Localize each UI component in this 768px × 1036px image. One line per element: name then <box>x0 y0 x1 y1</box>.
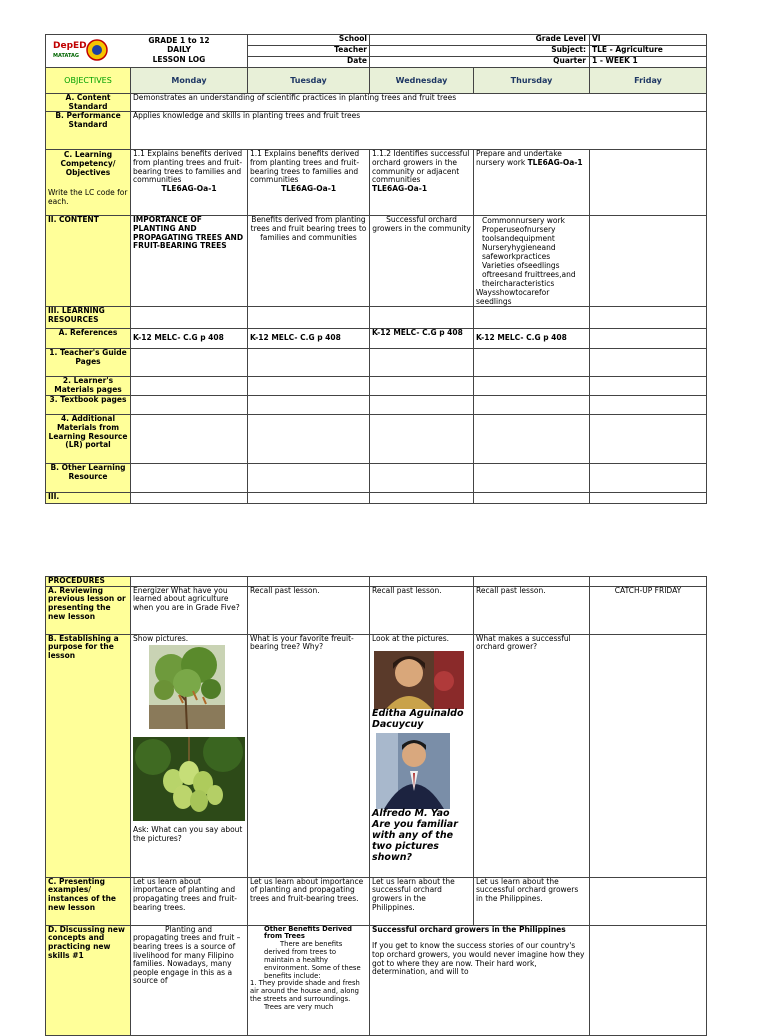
presenting-friday <box>590 877 707 925</box>
header-logo-block <box>46 35 248 68</box>
presenting-wednesday: Let us learn about the successful orchard growers in the Philippines. <box>370 877 474 925</box>
mango-photo <box>133 737 245 821</box>
discussing-wed-thu <box>370 925 590 1035</box>
thursday-header: Thursday <box>474 68 590 94</box>
nursery-item: toolsandequipment <box>482 234 555 244</box>
nursery-item: Commonnursery work <box>482 216 565 226</box>
nursery-item: oftreesand fruittrees,and <box>482 270 576 280</box>
competency-note: Write the LC code for each. <box>48 188 128 206</box>
nursery-item: safeworkpractices <box>482 252 551 262</box>
grade-level-label: Grade Level <box>370 35 590 46</box>
discussing-monday: Planting and propagating trees and fruit –bearing trees is a source of livelihood for many Filipino families. Nowadays, many people engage in this as a source of <box>131 925 248 1035</box>
yao-name-question: Alfredo M. Yao Are you familiar with any of the two pictures shown? <box>372 808 458 863</box>
nursery-item: Waysshowtocarefor seedlings <box>476 288 550 307</box>
header-line1: GRADE 1 to 12 <box>148 36 210 45</box>
content-wednesday: Successful orchard growers in the community <box>370 216 474 307</box>
teachers-guide-label: 1. Teacher's Guide Pages <box>46 349 131 377</box>
nursery-item: Varieties ofseedlings <box>482 261 560 271</box>
tree-photo <box>149 645 225 729</box>
discussing-friday <box>590 925 707 1035</box>
content-monday: IMPORTANCE OF PLANTING AND PROPAGATING TREES AND FRUIT-BEARING TREES <box>131 216 248 307</box>
competency-monday-text: 1.1 Explains benefits derived from planting trees and fruit-bearing trees to families and communities <box>133 149 243 185</box>
performance-standard-label: B. Performance Standard <box>46 112 131 150</box>
benefits-item-2: Trees are very much <box>264 1002 334 1011</box>
presenting-label: C. Presenting examples/ instances of the new lesson <box>46 877 131 925</box>
presenting-monday: Let us learn about importance of planting and propagating trees and fruit-bearing trees. <box>131 877 248 925</box>
quarter-value: 1 - WEEK 1 <box>590 57 707 68</box>
review-wednesday: Recall past lesson. <box>370 586 474 634</box>
textbook-pages-label: 3. Textbook pages <box>46 396 131 415</box>
competency-thursday <box>474 150 590 216</box>
competency-friday <box>590 150 707 216</box>
benefits-body: There are benefits derived from trees to maintain a healthy environment. Some of these benefits include: <box>264 940 361 980</box>
discussing-label: D. Discussing new concepts and practicing new skills #1 <box>46 925 131 1035</box>
seal-icon <box>86 39 108 61</box>
competency-wednesday <box>370 150 474 216</box>
procedures-title: PROCEDURES <box>46 577 131 587</box>
purpose-monday-text: Show pictures. <box>133 634 189 643</box>
content-standard-text: Demonstrates an understanding of scientific practices in planting trees and fruit trees <box>131 94 707 112</box>
learners-materials-label: 2. Learner's Materials pages <box>46 377 131 396</box>
header-line2: DAILY <box>167 45 191 55</box>
content-standard-label: A. Content Standard <box>46 94 131 112</box>
competency-monday <box>131 150 248 216</box>
wednesday-header: Wednesday <box>370 68 474 94</box>
references-wednesday: K-12 MELC- C.G p 408 <box>370 329 474 349</box>
competency-wednesday-code: TLE6AG-Oa-1 <box>372 183 428 193</box>
discussing-tuesday <box>248 925 370 1035</box>
objectives-header: OBJECTIVES <box>46 68 131 94</box>
other-resources-label: B. Other Learning Resource <box>46 464 131 493</box>
purpose-monday-ask: Ask: What can you say about the pictures? <box>133 825 243 843</box>
deped-logo: DepED MATATAG <box>46 35 111 67</box>
purpose-label: B. Establishing a purpose for the lesson <box>46 634 131 877</box>
teacher-label: Teacher <box>248 46 370 57</box>
review-monday: Energizer What have you learned about agriculture when you are in Grade Five? <box>131 586 248 634</box>
additional-materials-label: 4. Additional Materials from Learning Resource (LR) portal <box>46 415 131 464</box>
purpose-thursday: What makes a successful orchard grower? <box>474 634 590 877</box>
review-friday: CATCH-UP FRIDAY <box>590 586 707 634</box>
dacuycuy-photo <box>374 651 464 709</box>
grade-level-value: VI <box>590 35 707 46</box>
purpose-tuesday: What is your favorite freuit-bearing tree? Why? <box>248 634 370 877</box>
friday-header: Friday <box>590 68 707 94</box>
competency-thursday-code: TLE6AG-Oa-1 <box>527 157 583 167</box>
competency-tuesday-code: TLE6AG-Oa-1 <box>280 183 337 193</box>
benefits-title: Other Benefits Derived from Trees <box>264 925 352 941</box>
yao-photo <box>376 733 450 809</box>
learning-resources-label: III. LEARNING RESOURCES <box>46 307 131 329</box>
header-line3: LESSON LOG <box>152 54 206 64</box>
competency-label-cell <box>46 150 131 216</box>
presenting-thursday: Let us learn about the successful orchard growers in the Philippines. <box>474 877 590 925</box>
competency-thursday-text: Prepare and undertake nursery work <box>476 149 562 167</box>
content-label: II. CONTENT <box>46 216 131 307</box>
competency-monday-code: TLE6AG-Oa-1 <box>161 183 217 193</box>
references-monday: K-12 MELC- C.G p 408 <box>131 329 248 349</box>
content-thursday-list <box>474 216 590 307</box>
lesson-log-top-table <box>45 34 707 504</box>
content-friday <box>590 216 707 307</box>
date-label: Date <box>248 57 370 68</box>
performance-standard-text: Applies knowledge and skills in planting trees and fruit trees <box>131 112 707 150</box>
content-tuesday: Benefits derived from planting trees and fruit bearing trees to families and communities <box>248 216 370 307</box>
procedures-table <box>45 576 707 1036</box>
subject-label: Subject: <box>370 46 590 57</box>
competency-label: C. Learning Competency/ Objectives <box>60 150 116 177</box>
benefits-item-1: 1. They provide shade and fresh air around the house and, along the streets and surroundings. <box>250 979 360 1003</box>
nursery-item: Nurseryhygieneand <box>482 243 556 253</box>
purpose-friday <box>590 634 707 877</box>
purpose-monday <box>131 634 248 877</box>
quarter-label: Quarter <box>370 57 590 68</box>
orchard-growers-title: Successful orchard growers in the Philippines <box>372 925 566 934</box>
tuesday-header: Tuesday <box>248 68 370 94</box>
competency-tuesday-text: 1.1 Explains benefits derived from planting trees and fruit-bearing trees to families and communities <box>250 149 360 185</box>
references-label: A. References <box>46 329 131 349</box>
dacuycuy-name: Editha Aguinaldo Dacuycuy <box>372 708 464 731</box>
nursery-item: Properuseofnursery <box>482 225 556 235</box>
references-thursday: K-12 MELC- C.G p 408 <box>474 329 590 349</box>
school-label: School <box>248 35 370 46</box>
monday-header: Monday <box>131 68 248 94</box>
review-label: A. Reviewing previous lesson or presenting the new lesson <box>46 586 131 634</box>
purpose-wednesday-text: Look at the pictures. <box>372 634 450 643</box>
nursery-item: theircharacteristics <box>482 279 555 289</box>
references-tuesday: K-12 MELC- C.G p 408 <box>248 329 370 349</box>
section-iii-label: III. <box>46 493 131 504</box>
subject-value: TLE - Agriculture <box>590 46 707 57</box>
purpose-wednesday <box>370 634 474 877</box>
review-tuesday: Recall past lesson. <box>248 586 370 634</box>
review-thursday: Recall past lesson. <box>474 586 590 634</box>
competency-wednesday-text: 1.1.2 Identifies successful orchard growers in the community or adjacent communities <box>372 149 470 185</box>
competency-tuesday <box>248 150 370 216</box>
presenting-tuesday: Let us learn about importance of planting and propagating trees and fruit-bearing trees. <box>248 877 370 925</box>
orchard-growers-body: If you get to know the success stories of our country's top orchard growers, you would never imagine how they got to where they are now. Their hard work, determination, and will to <box>372 941 585 977</box>
